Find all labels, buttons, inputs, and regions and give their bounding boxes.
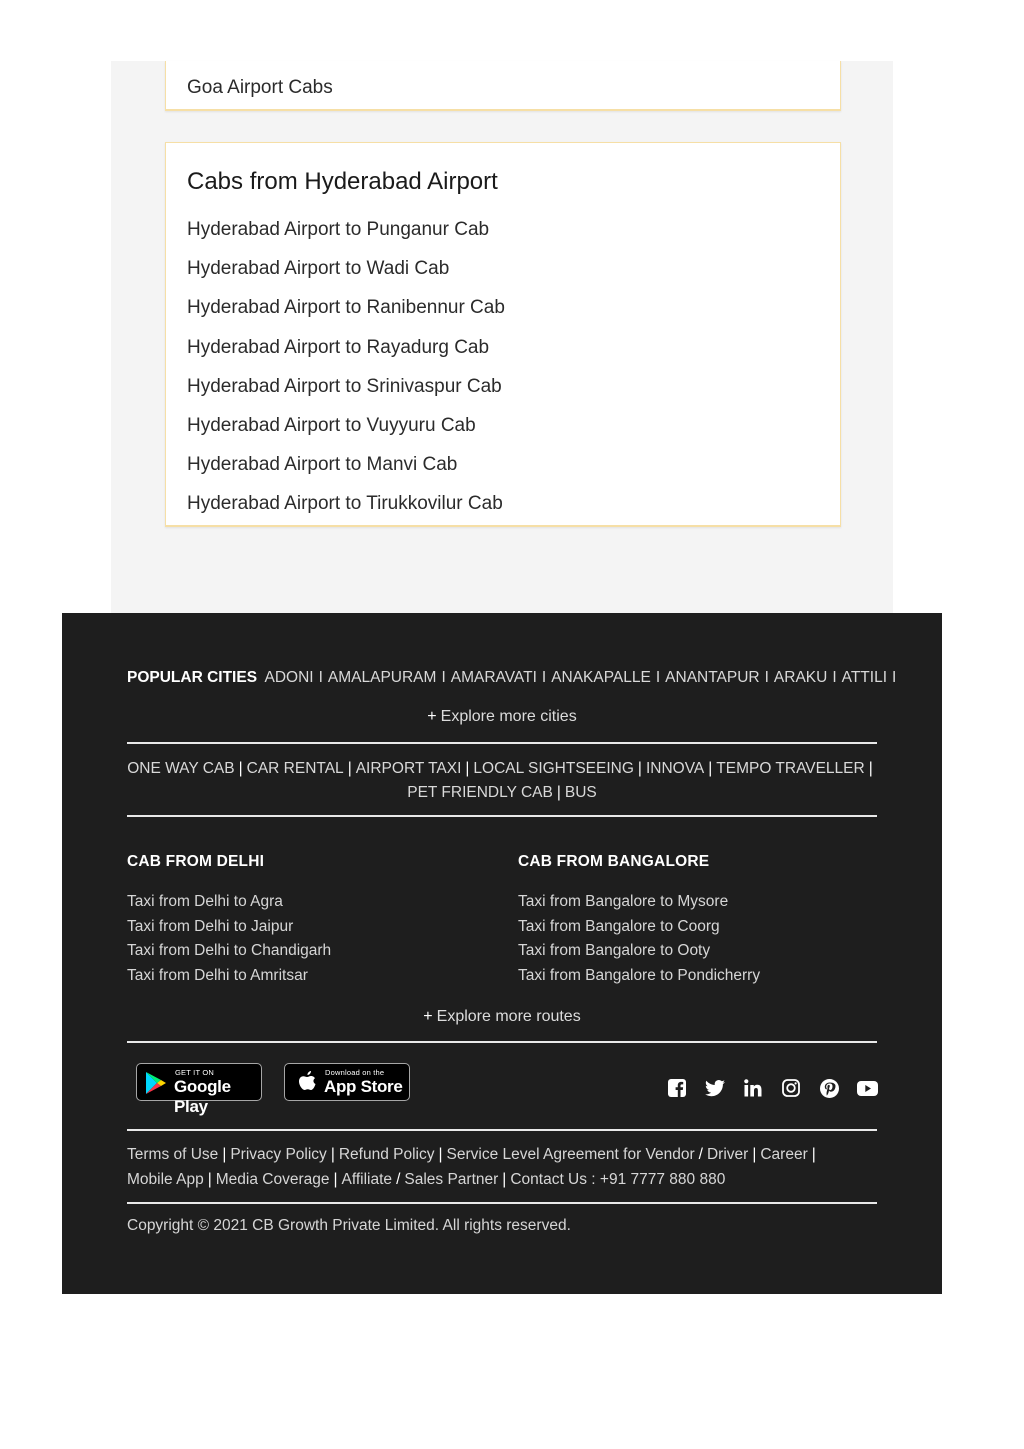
bangalore-routes-column bbox=[518, 853, 878, 988]
delhi-route-link[interactable]: Taxi from Delhi to Jaipur bbox=[127, 917, 294, 935]
goa-airport-card bbox=[165, 61, 841, 111]
delhi-heading: CAB FROM DELHI bbox=[127, 853, 265, 870]
route-link[interactable]: Hyderabad Airport to Srinivaspur Cab bbox=[187, 375, 502, 397]
pinterest-icon[interactable] bbox=[819, 1078, 839, 1098]
legal-links bbox=[127, 1142, 877, 1192]
bangalore-route-link[interactable]: Taxi from Bangalore to Mysore bbox=[518, 893, 729, 910]
route-link[interactable]: Hyderabad Airport to Manvi Cab bbox=[187, 454, 458, 476]
service-link[interactable]: INNOVA bbox=[645, 760, 705, 777]
separator: I bbox=[541, 669, 547, 686]
separator: | bbox=[708, 760, 713, 777]
twitter-icon[interactable] bbox=[705, 1078, 725, 1098]
separator: | bbox=[222, 1146, 227, 1163]
divider bbox=[127, 815, 877, 817]
popular-cities-bar bbox=[127, 669, 897, 691]
youtube-icon[interactable] bbox=[857, 1078, 877, 1098]
separator: | bbox=[438, 1146, 443, 1163]
terms-link[interactable]: Terms of Use bbox=[127, 1146, 219, 1163]
explore-more-cities[interactable] bbox=[127, 708, 877, 726]
separator: | bbox=[556, 784, 561, 801]
bangalore-route-link[interactable]: Taxi from Bangalore to Coorg bbox=[518, 917, 720, 935]
city-link[interactable]: ADONI bbox=[264, 669, 314, 686]
explore-cities-label: Explore more cities bbox=[440, 708, 577, 725]
divider bbox=[127, 742, 877, 744]
separator: | bbox=[637, 760, 642, 777]
service-link[interactable]: AIRPORT TAXI bbox=[355, 760, 462, 777]
route-list bbox=[187, 215, 827, 529]
site-footer bbox=[62, 613, 942, 1294]
route-link[interactable]: Hyderabad Airport to Tirukkovilur Cab bbox=[187, 493, 503, 515]
separator: | bbox=[502, 1171, 507, 1188]
sales-partner-link[interactable]: Sales Partner bbox=[404, 1171, 499, 1188]
route-link[interactable]: Hyderabad Airport to Rayadurg Cab bbox=[187, 336, 490, 358]
separator: | bbox=[347, 760, 352, 777]
app-store-big-text: App Store bbox=[324, 1077, 403, 1096]
delhi-route-link[interactable]: Taxi from Delhi to Agra bbox=[127, 893, 283, 910]
service-link[interactable]: LOCAL SIGHTSEEING bbox=[473, 760, 634, 777]
hyderabad-card-title: Cabs from Hyderabad Airport bbox=[187, 168, 498, 195]
services-nav bbox=[127, 757, 877, 805]
route-list-scroll[interactable] bbox=[187, 215, 827, 515]
divider bbox=[127, 1202, 877, 1204]
affiliate-link[interactable]: Affiliate bbox=[341, 1171, 393, 1188]
service-link[interactable]: BUS bbox=[564, 784, 597, 801]
divider bbox=[127, 1041, 877, 1043]
route-link[interactable]: Hyderabad Airport to Ranibennur Cab bbox=[187, 297, 505, 319]
delhi-routes-column bbox=[127, 853, 487, 988]
explore-more-routes[interactable] bbox=[127, 1008, 877, 1026]
separator: | bbox=[752, 1146, 757, 1163]
explore-routes-label: Explore more routes bbox=[436, 1008, 581, 1025]
instagram-icon[interactable] bbox=[781, 1078, 801, 1098]
city-link[interactable]: ANAKAPALLE bbox=[551, 669, 651, 686]
social-links bbox=[667, 1078, 877, 1098]
service-link[interactable]: ONE WAY CAB bbox=[127, 760, 235, 777]
plus-icon: + bbox=[427, 708, 437, 725]
plus-icon: + bbox=[423, 1008, 433, 1025]
bangalore-route-link[interactable]: Taxi from Bangalore to Pondicherry bbox=[518, 966, 761, 984]
google-play-small-text: GET IT ON bbox=[175, 1068, 215, 1077]
copyright-text: Copyright © 2021 CB Growth Private Limited. All rights reserved. bbox=[127, 1217, 571, 1234]
service-link[interactable]: PET FRIENDLY CAB bbox=[407, 784, 553, 801]
google-play-big-text: Google Play bbox=[174, 1077, 231, 1116]
route-link[interactable]: Hyderabad Airport to Wadi Cab bbox=[187, 258, 450, 280]
separator: | bbox=[207, 1171, 212, 1188]
separator: I bbox=[318, 669, 323, 686]
goa-airport-cabs-link[interactable]: Goa Airport Cabs bbox=[187, 77, 333, 98]
separator: | bbox=[238, 760, 243, 777]
career-link[interactable]: Career bbox=[760, 1146, 808, 1163]
bangalore-heading: CAB FROM BANGALORE bbox=[518, 853, 710, 870]
media-coverage-link[interactable]: Media Coverage bbox=[215, 1171, 330, 1188]
service-link[interactable]: CAR RENTAL bbox=[246, 760, 344, 777]
app-store-button[interactable] bbox=[284, 1063, 410, 1101]
google-play-button[interactable] bbox=[136, 1063, 262, 1116]
route-link[interactable]: Hyderabad Airport to Vuyyuru Cab bbox=[187, 414, 476, 436]
popular-cities-label: POPULAR CITIES bbox=[127, 669, 258, 686]
divider bbox=[127, 1129, 877, 1131]
mobile-app-link[interactable]: Mobile App bbox=[127, 1171, 204, 1188]
separator: | bbox=[868, 760, 873, 777]
separator: | bbox=[333, 1171, 338, 1188]
separator: / bbox=[698, 1146, 703, 1163]
city-link[interactable]: AMALAPURAM bbox=[327, 669, 437, 686]
separator: I bbox=[655, 669, 661, 686]
delhi-route-link[interactable]: Taxi from Delhi to Chandigarh bbox=[127, 942, 332, 960]
city-link[interactable]: ARAKU bbox=[773, 669, 828, 686]
separator: I bbox=[892, 669, 897, 686]
separator: | bbox=[330, 1146, 335, 1163]
google-play-icon bbox=[145, 1071, 167, 1095]
separator: I bbox=[832, 669, 837, 686]
city-link[interactable]: ATTILI bbox=[841, 669, 887, 686]
hyderabad-airport-card bbox=[165, 142, 841, 527]
city-link[interactable]: ANANTAPUR bbox=[665, 669, 760, 686]
separator: I bbox=[764, 669, 769, 686]
sla-link[interactable]: Service Level Agreement for Vendor bbox=[446, 1146, 695, 1163]
contact-link[interactable]: Contact Us : +91 7777 880 880 bbox=[510, 1171, 726, 1188]
separator: / bbox=[396, 1171, 401, 1188]
goa-airport-card-clip bbox=[187, 61, 827, 98]
separator: I bbox=[441, 669, 446, 686]
bangalore-route-link[interactable]: Taxi from Bangalore to Ooty bbox=[518, 942, 711, 960]
separator: | bbox=[465, 760, 470, 777]
route-link[interactable]: Hyderabad Airport to Punganur Cab bbox=[187, 219, 490, 240]
driver-link[interactable]: Driver bbox=[706, 1146, 749, 1163]
facebook-icon[interactable] bbox=[667, 1078, 687, 1098]
privacy-link[interactable]: Privacy Policy bbox=[230, 1146, 327, 1163]
service-link[interactable]: TEMPO TRAVELLER bbox=[716, 760, 865, 777]
separator: | bbox=[811, 1146, 816, 1163]
app-store-small-text: Download on the bbox=[325, 1068, 385, 1077]
refund-link[interactable]: Refund Policy bbox=[338, 1146, 435, 1163]
city-link[interactable]: AMARAVATI bbox=[450, 669, 537, 686]
linkedin-icon[interactable] bbox=[743, 1078, 763, 1098]
delhi-route-link[interactable]: Taxi from Delhi to Amritsar bbox=[127, 966, 308, 984]
apple-icon bbox=[297, 1070, 317, 1094]
